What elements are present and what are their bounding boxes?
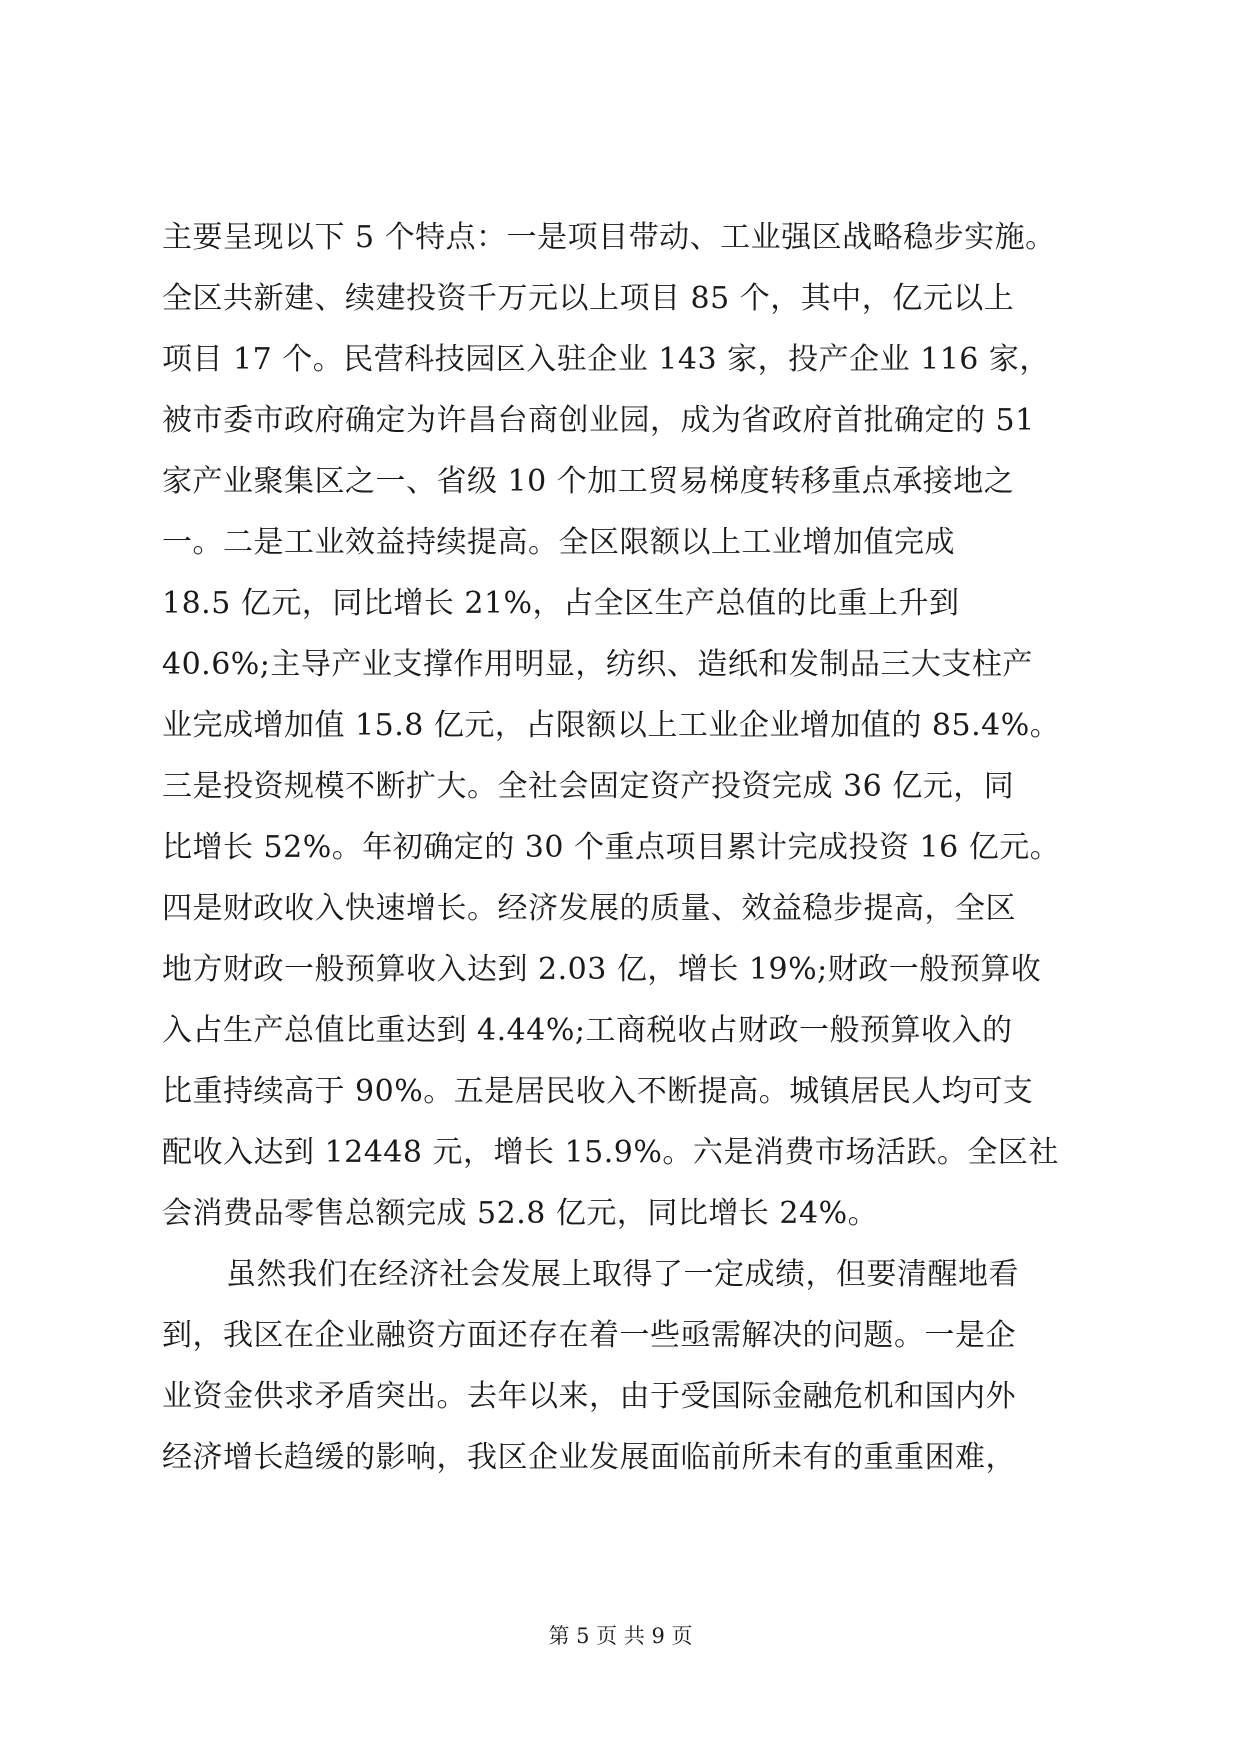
text-line: 家产业聚集区之一、省级 10 个加工贸易梯度转移重点承接地之 bbox=[162, 464, 1015, 499]
text-line: 入占生产总值比重达到 4.44%;工商税收占财政一般预算收入的 bbox=[162, 1013, 1013, 1048]
text-line: 18.5 亿元，同比增长 21%，占全区生产总值的比重上升到 bbox=[162, 586, 960, 621]
text-line: 三是投资规模不断扩大。全社会固定资产投资完成 36 亿元，同 bbox=[162, 769, 1015, 804]
text-line: 比重持续高于 90%。五是居民收入不断提高。城镇居民人均可支 bbox=[162, 1074, 1034, 1109]
text-line: 全区共新建、续建投资千万元以上项目 85 个，其中，亿元以上 bbox=[162, 281, 1015, 316]
text-line: 到，我区在企业融资方面还存在着一些亟需解决的问题。一是企 bbox=[162, 1318, 1016, 1353]
text-line: 业完成增加值 15.8 亿元，占限额以上工业企业增加值的 85.4%。 bbox=[162, 708, 1061, 743]
text-line: 会消费品零售总额完成 52.8 亿元，同比增长 24%。 bbox=[162, 1196, 879, 1231]
text-line: 40.6%;主导产业支撑作用明显，纺织、造纸和发制品三大支柱产 bbox=[162, 647, 1033, 682]
text-line: 业资金供求矛盾突出。去年以来，由于受国际金融危机和国内外 bbox=[162, 1379, 1016, 1414]
text-line: 被市委市政府确定为许昌台商创业园，成为省政府首批确定的 51 bbox=[162, 403, 1035, 438]
text-line: 四是财政收入快速增长。经济发展的质量、效益稳步提高，全区 bbox=[162, 891, 1016, 926]
page-number-footer: 第 5 页 共 9 页 bbox=[548, 1624, 693, 1648]
text-line: 比增长 52%。年初确定的 30 个重点项目累计完成投资 16 亿元。 bbox=[162, 830, 1061, 865]
text-line: 一。二是工业效益持续提高。全区限额以上工业增加值完成 bbox=[162, 525, 955, 560]
text-line: 主要呈现以下 5 个特点：一是项目带动、工业强区战略稳步实施。 bbox=[162, 220, 1056, 255]
text-line: 经济增长趋缓的影响，我区企业发展面临前所未有的重重困难， bbox=[162, 1440, 1016, 1475]
paragraph-start-line: 虽然我们在经济社会发展上取得了一定成绩，但要清醒地看 bbox=[226, 1257, 1019, 1292]
text-line: 地方财政一般预算收入达到 2.03 亿，增长 19%;财政一般预算收 bbox=[162, 952, 1042, 987]
text-line: 项目 17 个。民营科技园区入驻企业 143 家，投产企业 116 家， bbox=[162, 342, 1050, 377]
body-text bbox=[162, 207, 1082, 1488]
text-line: 配收入达到 12448 元，增长 15.9%。六是消费市场活跃。全区社 bbox=[162, 1135, 1059, 1170]
